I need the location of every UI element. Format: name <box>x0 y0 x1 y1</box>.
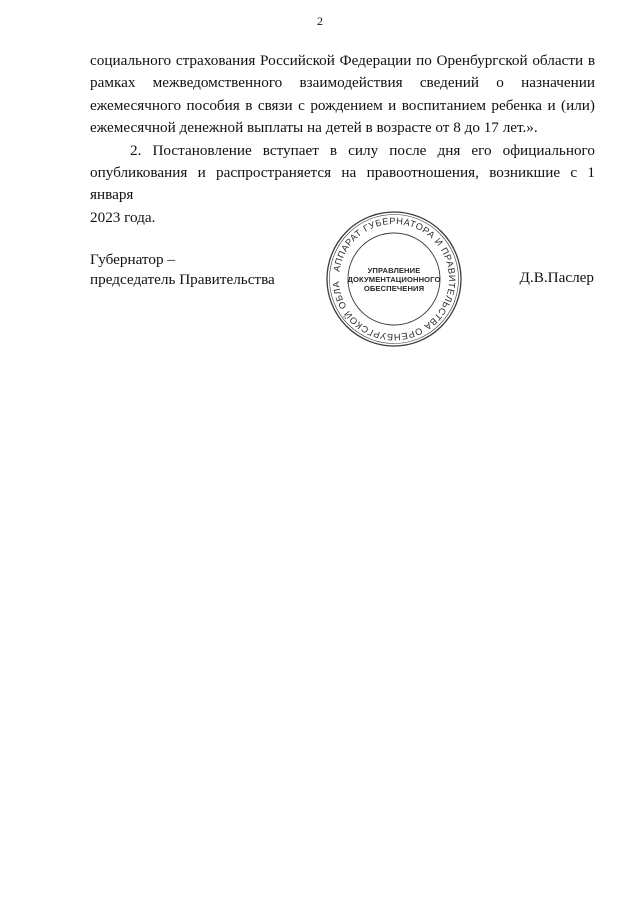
text-line: 2023 года. <box>90 208 156 226</box>
signatory-name: Д.В.Паслер <box>519 269 594 286</box>
paragraph-continuation <box>90 50 595 140</box>
text-line: социального страхования Российской Федерации по Оренбургской области в <box>90 52 595 69</box>
signature-title-line2: председатель Правительства <box>90 271 275 288</box>
seal-center-text <box>324 209 464 349</box>
seal-ring-text: АППАРАТ ГУБЕРНАТОРА И ПРАВИТЕЛЬСТВА ОРЕНБУРГСКОЙ ОБЛА <box>330 215 458 343</box>
text-line: ежемесячной денежной выплаты на детей в возрасте от 8 до 17 лет.». <box>90 119 538 137</box>
text-line: 2. Постановление вступает в силу после дня его официального <box>130 141 595 159</box>
text-line: ежемесячного пособия в связи с рождением и воспитанием ребенка и (или) <box>90 96 595 114</box>
page-number: 2 <box>317 14 323 28</box>
text-line: рамках межведомственного взаимодействия сведений о назначении <box>90 74 595 92</box>
official-seal <box>324 209 464 349</box>
document-body <box>90 50 595 229</box>
signature-title-line1: Губернатор – <box>90 251 175 268</box>
seal-center-line: УПРАВЛЕНИЕ <box>367 265 421 275</box>
seal-center-line: ДОКУМЕНТАЦИОННОГО <box>347 274 441 284</box>
seal-center-line: ОБЕСПЕЧЕНИЯ <box>363 283 425 293</box>
signature-title <box>90 250 275 290</box>
text-line: опубликования и распространяется на правоотношения, возникшие с 1 января <box>90 164 595 204</box>
